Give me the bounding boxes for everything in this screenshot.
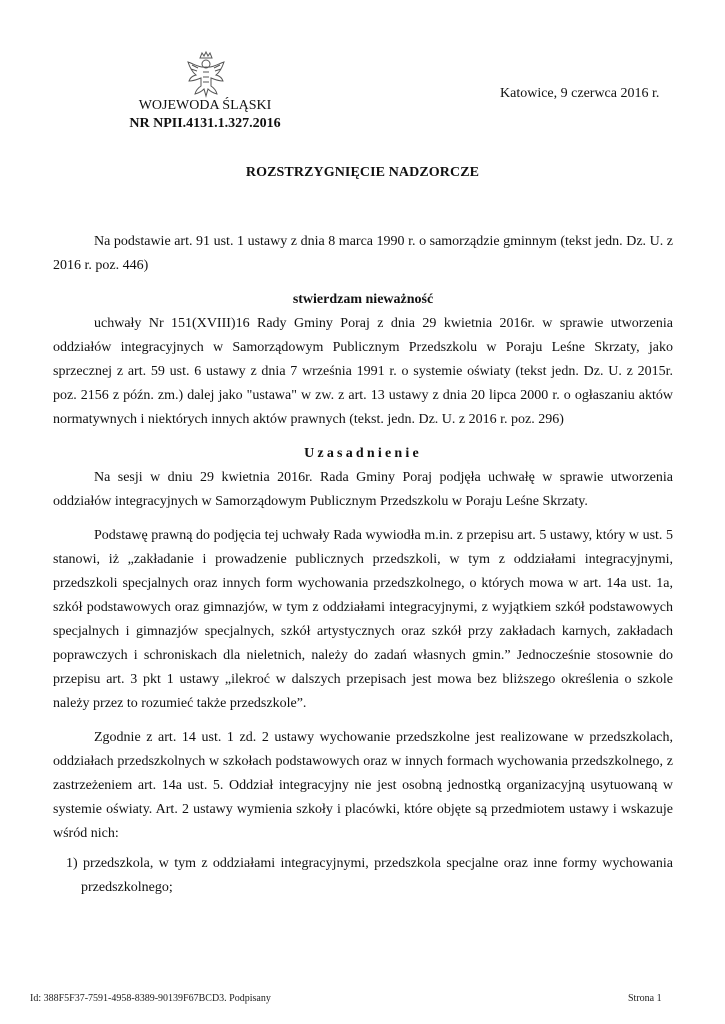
body-paragraph: Zgodnie z art. 14 ust. 1 zd. 2 ustawy wychowanie przedszkolne jest realizowane w przedszkolach, oddziałach przedszkolnych w szkołach podstawowych oraz w innych formach wychowania przedszkolnego, z zastrzeżeniem art. 14a ust. 5. Oddział integracyjny nie jest osobną jednostką organizacyjną usytuowaną w systemie oświaty. Art. 2 ustawy wymienia szkoły i placówki, które objęte są przedmiotem ustawy i wskazuje wśród nich: [53,730,673,841]
eagle-emblem-icon [184,50,228,100]
authority-name: WOJEWODA ŚLĄSKI [138,98,272,113]
list-item [53,852,673,900]
document-title: ROZSTRZYGNIĘCIE NADZORCZE [245,165,480,180]
document-number: NR NPII.4131.1.327.2016 [129,116,281,131]
justification-heading: Uzasadnienie [304,446,422,461]
decision-paragraph: uchwały Nr 151(XVIII)16 Rady Gminy Poraj z dnia 29 kwietnia 2016r. w sprawie utworzenia oddziałów integracyjnych w Samorządowym Publicznym Przedszkolu w Poraju Leśne Skrzaty, jako sprzecznej z art. 59 ust. 6 ustawy z dnia 7 września 1991 r. o systemie oświaty (tekst jedn. Dz. U. z 2015r. poz. 2156 z późn. zm.) dalej jako "ustawa" w zw. z art. 13 ustawy z dnia 20 lipca 2000 r. o ogłaszaniu aktów normatywnych i niektórych innych aktów prawnych (tekst. jedn. Dz. U. z 2016 r. poz. 296) [53,316,673,427]
document-body [53,230,673,900]
document-id: Id: 388F5F37-7591-4958-8389-90139F67BCD3. Podpisany [30,993,271,1004]
decision-heading: stwierdzam nieważność [292,292,434,307]
place-and-date: Katowice, 9 czerwca 2016 r. [500,86,660,101]
legal-basis-paragraph: Na podstawie art. 91 ust. 1 ustawy z dnia 8 marca 1990 r. o samorządzie gminnym (tekst jedn. Dz. U. z 2016 r. poz. 446) [53,234,673,273]
list-item-text: przedszkola, w tym z oddziałami integracyjnymi, przedszkola specjalne oraz inne formy wychowania przedszkolnego; [81,856,673,895]
page-number: Strona 1 [628,993,662,1004]
list-item-number: 1) [66,856,78,871]
body-paragraph: Na sesji w dniu 29 kwietnia 2016r. Rada Gminy Poraj podjęła uchwałę w sprawie utworzenia oddziałów integracyjnych w Samorządowym Publicznym Przedszkolu w Poraju Leśne Skrzaty. [53,470,673,509]
issuing-authority [120,97,290,133]
body-paragraph: Podstawę prawną do podjęcia tej uchwały Rada wywiodła m.in. z przepisu art. 5 ustawy, który w ust. 5 stanowi, iż „zakładanie i prowadzenie publicznych przedszkoli, w tym z oddziałami integracyjnymi, przedszkoli specjalnych oraz innych form wychowania przedszkolnego, o których mowa w art. 14a ust. 1a, szkół podstawowych oraz gimnazjów, w tym z oddziałami integracyjnymi, z wyjątkiem szkół podstawowych specjalnych i gimnazjów specjalnych, szkół artystycznych oraz szkół przy zakładach karnych, zakładach poprawczych i schroniskach dla nieletnich, należy do zadań własnych gmin.” Jednocześnie stosownie do przepisu art. 3 pkt 1 ustawy „ilekroć w dalszych przepisach jest mowa bez bliższego określenia o szkole należy przez to rozumieć także przedszkole”. [53,528,673,711]
